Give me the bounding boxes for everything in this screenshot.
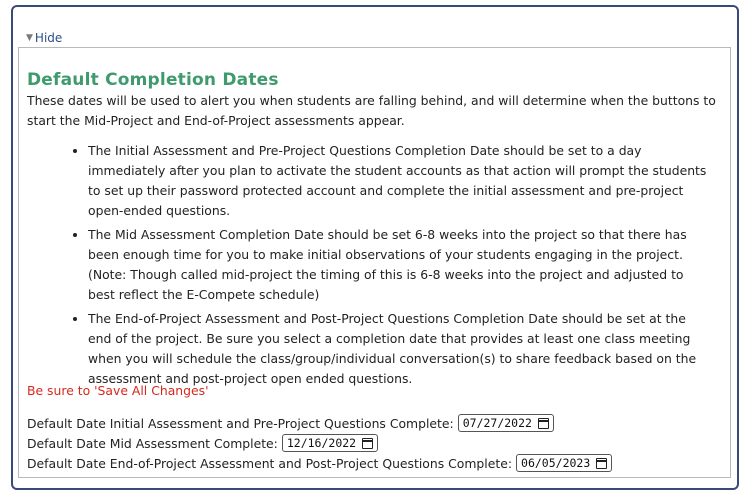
hide-toggle-label: Hide [34, 31, 63, 45]
date-label-end: Default Date End-of-Project Assessment and Post-Project Questions Complete: [27, 455, 513, 471]
date-input-initial[interactable] [458, 414, 554, 432]
date-value-end: 06/05/2023 [521, 456, 591, 470]
list-item: • The End-of-Project Assessment and Post-Project Questions Completion Date should be set at the end of the project. Be sure you select a completion date that provides at least one class meeting when you will schedule the class/group/individual conversation(s) to share feedback based on the assessment and post-project open ended questions. [88, 309, 710, 389]
date-row-mid [27, 434, 378, 452]
list-item: • The Mid Assessment Completion Date should be set 6-8 weeks into the project so that there has been enough time for you to make initial observations of your students engaging in the project. (Note: Though called mid-project the timing of this is 6-8 weeks into the project and adjusted to best reflect the E-Compete schedule) [88, 225, 710, 305]
save-warning: Be sure to 'Save All Changes' [27, 383, 209, 398]
calendar-icon[interactable] [538, 418, 549, 429]
hide-toggle[interactable] [26, 31, 62, 45]
guidance-list [60, 141, 710, 393]
date-row-initial [27, 414, 554, 432]
date-label-mid: Default Date Mid Assessment Complete: [27, 435, 278, 451]
date-label-initial: Default Date Initial Assessment and Pre-Project Questions Complete: [27, 415, 454, 431]
list-item: • The Initial Assessment and Pre-Project Questions Completion Date should be set to a day immediately after you plan to activate the student accounts as that action will prompt the students to set up their password protected account and complete the initial assessment and pre-project open-ended questions. [88, 141, 710, 221]
date-input-mid[interactable] [282, 434, 378, 452]
calendar-icon[interactable] [362, 438, 373, 449]
triangle-down-icon: ▼ [26, 33, 33, 43]
calendar-icon[interactable] [596, 458, 607, 469]
section-title: Default Completion Dates [27, 70, 279, 90]
date-value-mid: 12/16/2022 [286, 436, 357, 450]
date-value-initial: 07/27/2022 [462, 416, 532, 430]
date-input-end[interactable] [516, 454, 612, 472]
date-row-end [27, 454, 612, 472]
section-intro: These dates will be used to alert you when students are falling behind, and will determine when the buttons to start the Mid-Project and End-of-Project assessments appear. [27, 93, 716, 128]
